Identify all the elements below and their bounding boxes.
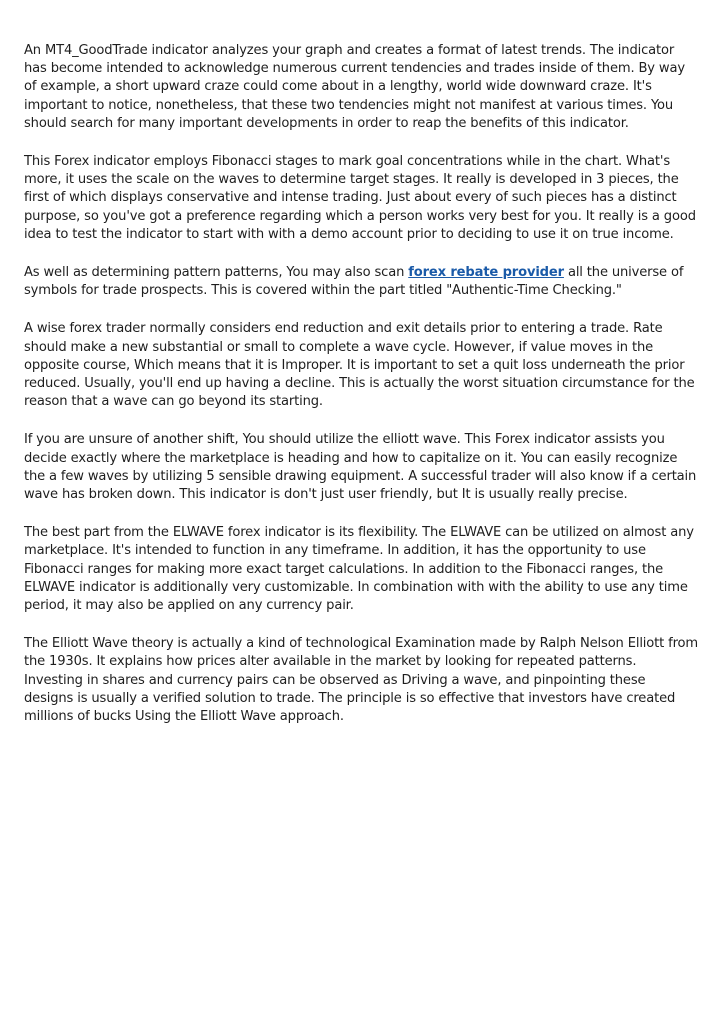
paragraph: The Elliott Wave theory is actually a kind of technological Examination made by Ralph Nelson Elliott from the 1930s. It explains how prices alter available in the market by looking for repeated patterns. Investing in shares and currency pairs can be observed as Driving a wave, and pinpointing these designs is usually a verified solution to trade. The principle is so effective that investors have created millions of bucks Using the Elliott Wave approach. [24, 636, 699, 725]
paragraph-text: As well as determining pattern patterns, You may also scan [24, 265, 409, 281]
paragraph: If you are unsure of another shift, You should utilize the elliott wave. This Forex indicator assists you decide exactly where the marketplace is heading and how to capitalize on it. You can easily recognize the a few waves by utilizing 5 sensible drawing equipment. A successful trader will also know if a certain wave has broken down. This indicator is don't just user friendly, but It is usually really precise. [24, 432, 697, 503]
forex-rebate-provider-link[interactable]: forex rebate provider [408, 265, 564, 281]
paragraph: The best part from the ELWAVE forex indicator is its flexibility. The ELWAVE can be utilized on almost any marketplace. It's intended to function in any timeframe. In addition, it has the opportunity to use Fibonacci ranges for making more exact target calculations. In addition to the Fibonacci ranges, the ELWAVE indicator is additionally very customizable. In combination with with the ability to use any time period, it may also be applied on any currency pair. [24, 525, 694, 614]
paragraph: This Forex indicator employs Fibonacci stages to mark goal concentrations while in the chart. What's more, it uses the scale on the waves to determine target stages. It really is developed in 3 pieces, the first of which displays conservative and intense trading. Just about every of such pieces has a distinct purpose, so you've got a preference regarding which a person works very best for you. It really is a good idea to test the indicator to start with with a demo account prior to deciding to use it on true income. [24, 154, 696, 242]
paragraph: An MT4_GoodTrade indicator analyzes your graph and creates a format of latest trends. The indicator has become intended to acknowledge numerous current tendencies and trades inside of them. By way of example, a short upward craze could come about in a lengthy, world wide downward craze. It's important to notice, nonetheless, that these two tendencies might not manifest at various times. You should search for many important developments in order to reap the benefits of this indicator. [24, 43, 685, 131]
paragraph-text: all the universe of symbols for trade prospects. This is covered within the part titled "Authentic-Time Checking." [24, 265, 684, 299]
paragraph-with-link [24, 264, 698, 300]
paragraph: A wise forex trader normally considers end reduction and exit details prior to entering a trade. Rate should make a new substantial or small to complete a wave cycle. However, if value moves in the opposite course, Which means that it is Improper. It is important to set a quit loss underneath the prior reduced. Usually, you'll end up having a decline. This is actually the worst situation circumstance for the reason that a wave can go beyond its starting. [24, 321, 695, 410]
document-body [24, 42, 698, 746]
